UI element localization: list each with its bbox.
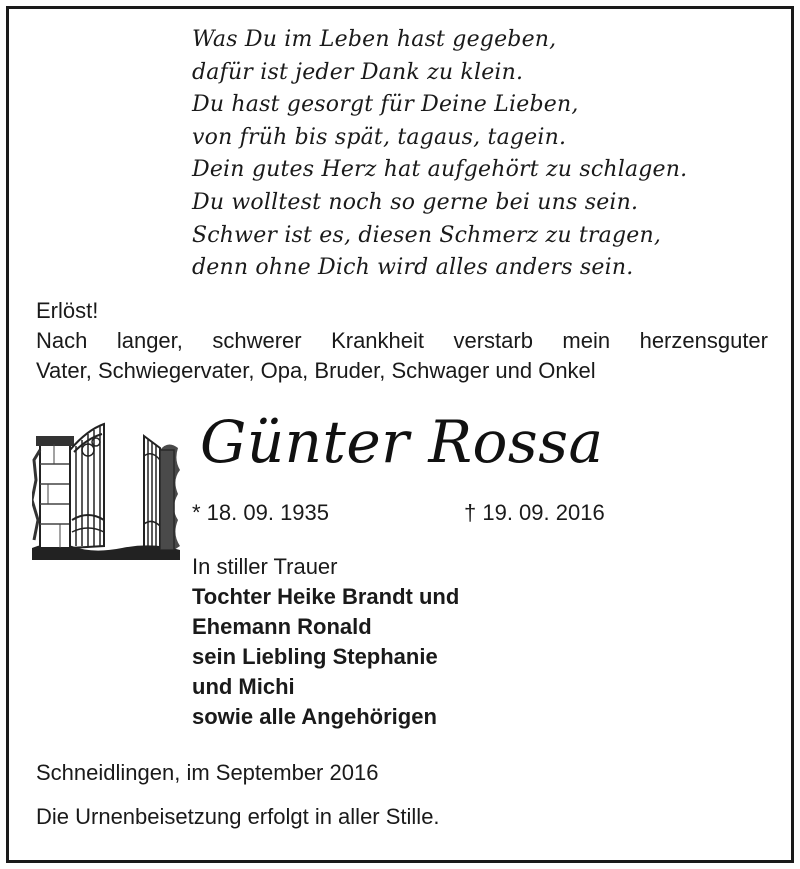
poem-line: Du wolltest noch so gerne bei uns sein.	[192, 189, 639, 215]
poem-line: denn ohne Dich wird alles anders sein.	[192, 255, 634, 281]
birth-date: * 18. 09. 1935	[192, 500, 330, 525]
announcement-intro	[36, 296, 768, 386]
poem-line: Was Du im Leben hast gegeben,	[192, 27, 557, 52]
intro-line: Vater, Schwiegervater, Opa, Bruder, Schwager und Onkel	[36, 358, 596, 383]
mourner-line: sein Liebling Stephanie	[192, 644, 438, 669]
mourner-line: Tochter Heike Brandt und	[192, 584, 460, 609]
open-cemetery-gate-icon	[32, 420, 180, 560]
deceased-name: Günter Rossa	[200, 408, 604, 476]
memorial-poem	[192, 24, 687, 285]
burial-note: Die Urnenbeisetzung erfolgt in aller Stille.	[36, 804, 440, 829]
death-date: † 19. 09. 2016	[464, 500, 605, 525]
mourner-line: und Michi	[192, 674, 295, 699]
intro-line: Nach langer, schwerer Krankheit verstarb mein herzensguter	[36, 328, 768, 353]
mourners-heading: In stiller Trauer	[192, 554, 338, 579]
place-and-date: Schneidlingen, im September 2016	[36, 760, 379, 785]
mourner-line: sowie alle Angehörigen	[192, 704, 437, 729]
poem-line: dafür ist jeder Dank zu klein.	[192, 59, 524, 85]
mourner-line: Ehemann Ronald	[192, 614, 372, 639]
poem-line: Du hast gesorgt für Deine Lieben,	[192, 92, 579, 118]
mourners-block	[192, 552, 459, 732]
intro-exclamation: Erlöst!	[36, 298, 99, 323]
poem-line: von früh bis spät, tagaus, tagein.	[192, 124, 567, 150]
poem-line: Schwer ist es, diesen Schmerz zu tragen,	[192, 222, 662, 248]
poem-line: Dein gutes Herz hat aufgehört zu schlagen.	[192, 157, 688, 183]
